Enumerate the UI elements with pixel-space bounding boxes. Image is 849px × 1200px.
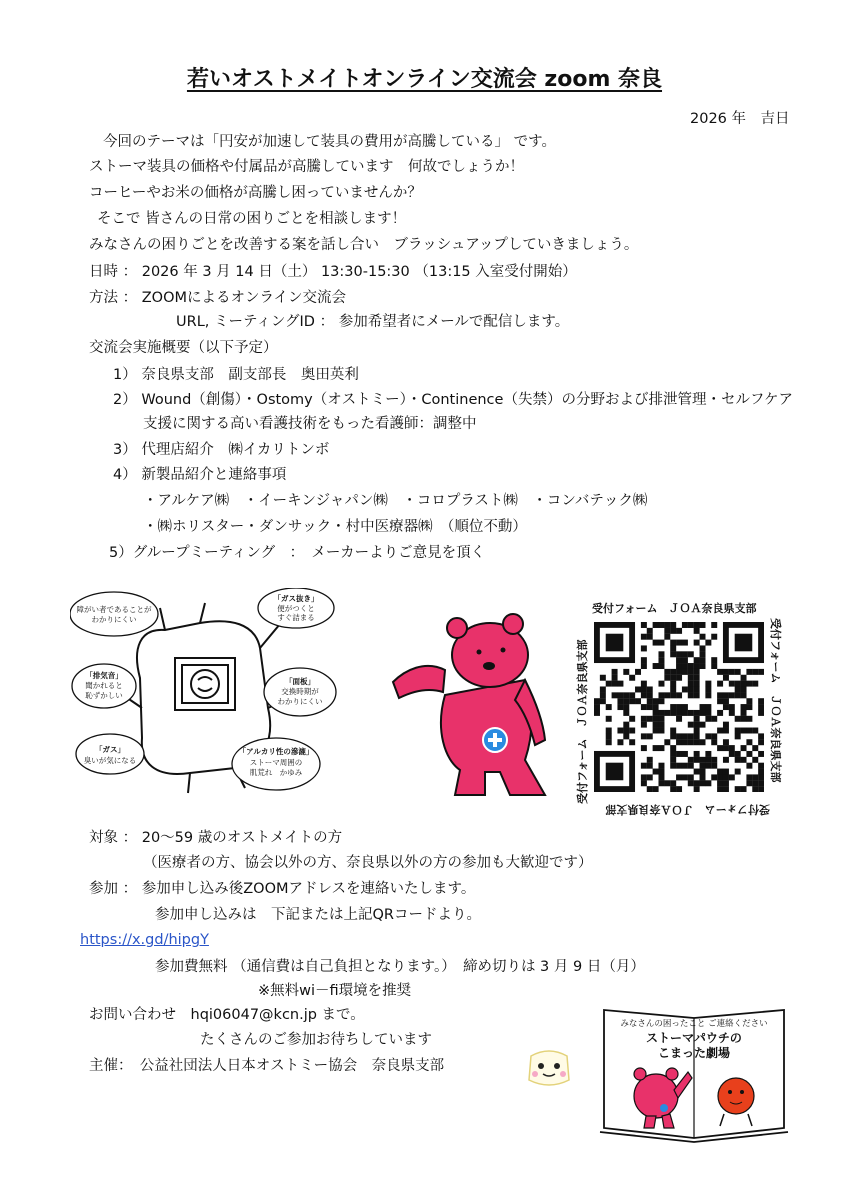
url-info-line: URL, ミーティングID ： 参加希望者にメールで配信します。 (176, 314, 570, 330)
fee-line: 参加費無料 （通信費は自己負担となります。） 締め切りは 3 月 9 日（月） (155, 959, 645, 975)
intro-line: ストーマ装具の価格や付属品が高騰しています 何故でしょうか！ (89, 159, 524, 175)
pouch-label: 肌荒れ かゆみ (249, 768, 303, 777)
pouch-label-title: 「ガス抜き」 (273, 594, 319, 603)
pouch-label: 臭いが気になる (83, 756, 137, 765)
target-note: （医療者の方、協会以外の方、奈良県以外の方の参加も大歓迎です） (143, 855, 593, 871)
welcome-line: たくさんのご参加お待ちしています (200, 1032, 432, 1048)
pouch-label: 障がい者であることが (76, 605, 152, 614)
pouch-label: わかりにくい (91, 615, 137, 624)
schedule-line: 日時 ： 2026 年 3 月 14 日（土） 13:30-15:30 （13:15 入室受付開始） (89, 264, 577, 280)
pouch-label: すぐ詰まる (277, 613, 315, 622)
program-item: 5）グループミーティング ： メーカーよりご意見を頂く (109, 545, 486, 561)
join-note: 参加申し込みは 下記または上記QRコードより。 (155, 907, 481, 923)
page-title: 若いオストメイトオンライン交流会 zoom 奈良 (186, 67, 663, 92)
pouch-label: 聞かれると (85, 681, 123, 690)
program-item: ・㈱ホリスター・ダンサック・村中医療器㈱ （順位不動） (143, 519, 527, 535)
overview-heading: 交流会実施概要（以下予定） (89, 340, 278, 356)
qr-code-image[interactable] (594, 622, 764, 792)
intro-line: コーヒーやお米の価格が高騰し困っていませんか？ (89, 185, 422, 201)
pouch-label-title: 「アルカリ性の滲漉」 (238, 747, 314, 756)
qr-code-block[interactable] (570, 600, 790, 822)
pouch-label: わかりにくい (277, 697, 323, 706)
book-title: こまった劇場 (657, 1046, 731, 1060)
wifi-note: ※無料wi－fi環境を推奨 (258, 983, 412, 999)
issue-date: 2026 年 吉日 (690, 111, 790, 127)
pouch-label: 交換時期が (281, 687, 319, 696)
intro-line: そこで 皆さんの日常の困りごとを相談します！ (97, 211, 407, 227)
qr-caption-left: 受付フォーム ＪＯＡ奈良県支部 (576, 639, 589, 804)
smiley-character-icon (525, 1048, 573, 1088)
bear-mascot-illustration (385, 600, 565, 800)
qr-caption-right: 受付フォーム ＪＯＡ奈良県支部 (769, 618, 782, 783)
program-item: 4） 新製品紹介と連絡事項 (113, 467, 287, 483)
qr-caption-bottom: 受付フォーム ＪＯＡ奈良県支部 (605, 803, 770, 816)
target-line: 対象 ： 20～59 歳のオストメイトの方 (89, 830, 343, 846)
book-caption: みなさんの困ったこと ご連絡ください (620, 1019, 768, 1029)
pouch-label-title: 「面板」 (285, 677, 315, 686)
pouch-label: 便がつくと (277, 604, 315, 613)
pouch-label: ストーマ周囲の (249, 758, 303, 767)
program-item: 2） Wound（創傷）・Ostomy（オストミー）・Continence（失禁）の分野および排泄管理・セルフケア (113, 392, 794, 408)
stoma-pouch-illustration (70, 588, 340, 800)
method-line: 方法 ： ZOOMによるオンライン交流会 (89, 290, 347, 306)
join-line: 参加 ： 参加申し込み後ZOOMアドレスを連絡いたします。 (89, 881, 476, 897)
contact-line: お問い合わせ hqi06047@kcn.jp まで。 (89, 1007, 365, 1023)
registration-link[interactable]: https://x.gd/hipgY (80, 932, 209, 948)
program-item: 支援に関する高い看護技術をもった看護師：調整中 (143, 416, 477, 432)
intro-line: みなさんの困りごとを改善する案を話し合い ブラッシュアップしていきましょう。 (89, 237, 639, 253)
qr-caption-top: 受付フォーム ＪＯＡ奈良県支部 (592, 602, 757, 615)
pouch-label-title: 「ガス」 (95, 745, 125, 754)
organizer-line: 主催： 公益社団法人日本オストミー協会 奈良県支部 (89, 1058, 445, 1074)
book-title: ストーマパウチの (646, 1031, 742, 1045)
book-illustration (596, 1000, 792, 1148)
pouch-label: 恥ずかしい (85, 691, 123, 700)
program-item: ・アルケア㈱ ・イーキンジャパン㈱ ・コロプラスト㈱ ・コンバテック㈱ (143, 493, 648, 509)
intro-line: 今回のテーマは「円安が加速して装具の費用が高騰している」 です。 (103, 134, 556, 150)
program-item: 1） 奈良県支部 副支部長 奥田英利 (113, 367, 359, 383)
program-item: 3） 代理店紹介 ㈱イカリトンボ (113, 442, 330, 458)
pouch-label-title: 「排気音」 (85, 671, 123, 680)
